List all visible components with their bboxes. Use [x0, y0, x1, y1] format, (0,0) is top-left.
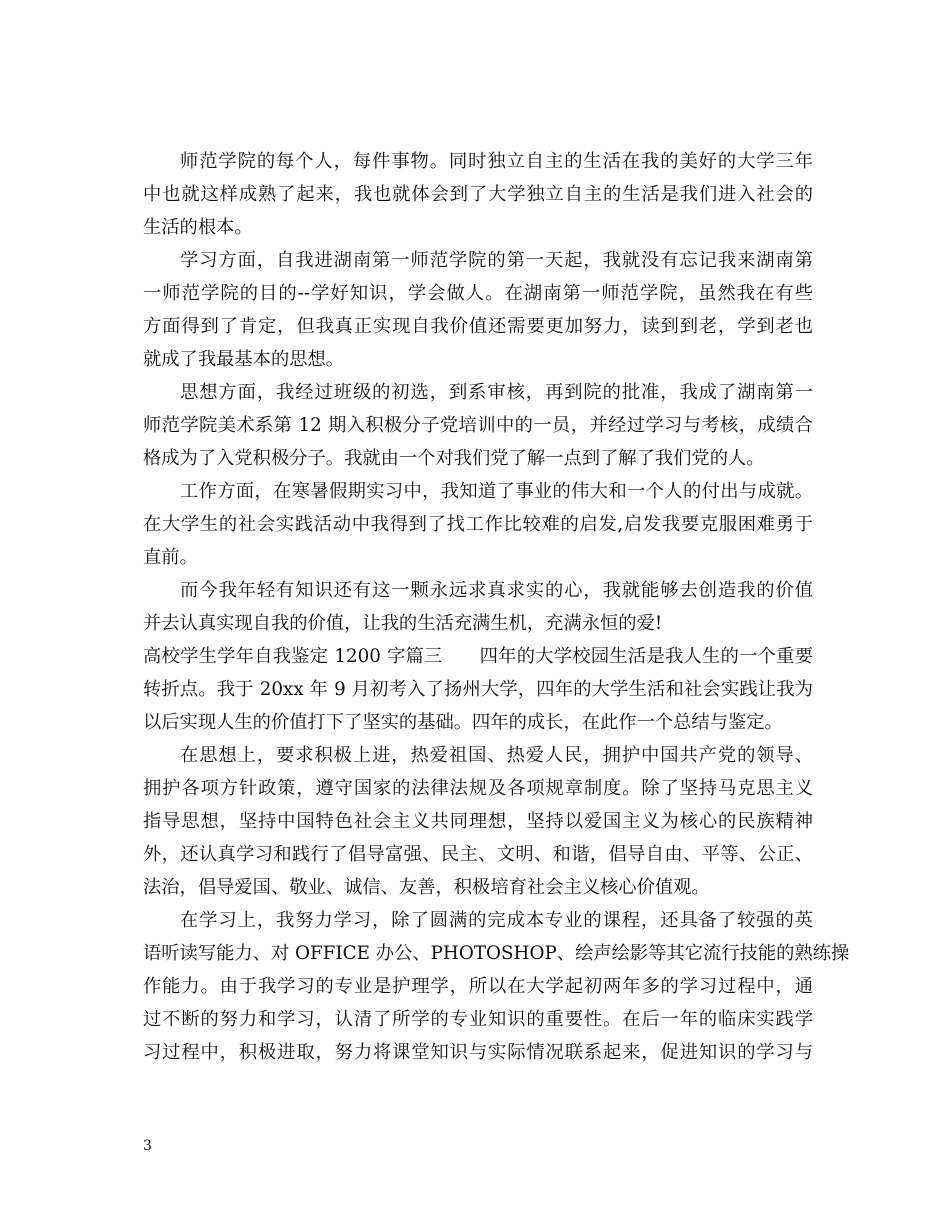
text-line: 语听读写能力、对 OFFICE 办公、PHOTOSHOP、绘声绘影等其它流行技能的熟练操 — [143, 943, 850, 964]
text-line: 外，还认真学习和践行了倡导富强、民主、文明、和谐，倡导自由、平等、公正、 — [143, 844, 813, 865]
text-line: 一师范学院的目的--学好知识，学会做人。在湖南第一师范学院，虽然我在有些 — [143, 283, 813, 304]
text-line: 方面得到了肯定，但我真正实现自我价值还需要更加努力，读到到老，学到老也 — [143, 316, 813, 337]
page-number: 3 — [143, 1138, 152, 1154]
text-line: 师范学院的每个人，每件事物。同时独立自主的生活在我的美好的大学三年 — [180, 151, 813, 172]
text-line: 就成了我最基本的思想。 — [143, 349, 345, 370]
text-line: 指导思想，坚持中国特色社会主义共同理想，坚持以爱国主义为核心的民族精神 — [143, 811, 813, 832]
text-line: 直前。 — [143, 547, 198, 568]
document-body — [143, 145, 850, 1069]
text-line: 高校学生学年自我鉴定 1200 字篇三 四年的大学校园生活是我人生的一个重要 — [143, 646, 813, 667]
text-line: 并去认真实现自我的价值，让我的生活充满生机，充满永恒的爱! — [143, 613, 663, 634]
text-line: 工作方面，在寒暑假期实习中，我知道了事业的伟大和一个人的付出与成就。 — [180, 481, 813, 502]
text-line: 法治，倡导爱国、敬业、诚信、友善，积极培育社会主义核心价值观。 — [143, 877, 710, 898]
text-line: 在思想上，要求积极上进，热爱祖国、热爱人民，拥护中国共产党的领导、 — [180, 745, 813, 766]
text-line: 师范学院美术系第 12 期入积极分子党培训中的一员，并经过学习与考核，成绩合 — [143, 415, 813, 436]
text-line: 转折点。我于 20xx 年 9 月初考入了扬州大学，四年的大学生活和社会实践让我为 — [143, 679, 813, 700]
text-line: 在学习上，我努力学习，除了圆满的完成本专业的课程，还具备了较强的英 — [180, 910, 813, 931]
text-line: 思想方面，我经过班级的初选，到系审核，再到院的批准，我成了湖南第一 — [180, 382, 813, 403]
text-line: 习过程中，积极进取，努力将课堂知识与实际情况联系起来，促进知识的学习与 — [143, 1042, 813, 1063]
text-line: 而今我年轻有知识还有这一颗永远求真求实的心，我就能够去创造我的价值 — [180, 580, 813, 601]
text-line: 生活的根本。 — [143, 217, 253, 238]
text-line: 学习方面，自我进湖南第一师范学院的第一天起，我就没有忘记我来湖南第 — [180, 250, 813, 271]
text-line: 中也就这样成熟了起来，我也就体会到了大学独立自主的生活是我们进入社会的 — [143, 184, 813, 205]
text-line: 过不断的努力和学习，认清了所学的专业知识的重要性。在后一年的临床实践学 — [143, 1009, 813, 1030]
text-line: 格成为了入党积极分子。我就由一个对我们党了解一点到了解了我们党的人。 — [143, 448, 765, 469]
text-line: 以后实现人生的价值打下了坚实的基础。四年的成长，在此作一个总结与鉴定。 — [143, 712, 783, 733]
text-line: 在大学生的社会实践活动中我得到了找工作比较难的启发,启发我要克服困难勇于 — [143, 514, 813, 535]
text-line: 拥护各项方针政策，遵守国家的法律法规及各项规章制度。除了坚持马克思主义 — [143, 778, 813, 799]
text-line: 作能力。由于我学习的专业是护理学，所以在大学起初两年多的学习过程中，通 — [143, 976, 813, 997]
